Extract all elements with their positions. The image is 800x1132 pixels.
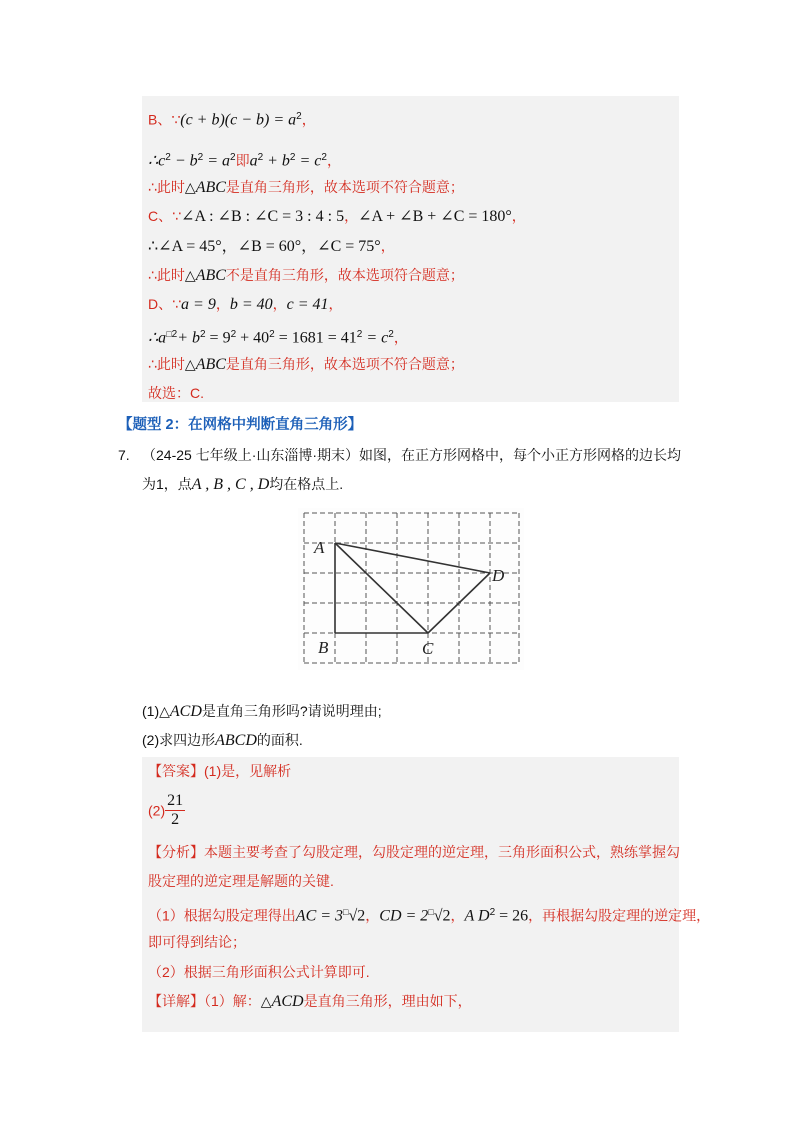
label-b: B — [318, 638, 329, 657]
option-d-line-2: $\therefore a^{□2}+ b^2 = 9^2 + 40^2 = 1681 = 41^2 = c^2$， — [148, 329, 408, 347]
label-c: C — [422, 639, 434, 658]
answer-line-2: (2) $\frac{21}{2}$ — [148, 792, 184, 828]
solution-block-2 — [142, 757, 679, 1032]
option-c-line-2: ∴∠A = 45°，∠B = 60°，∠C = 75°， — [148, 238, 395, 255]
question-line-1: （24-25 七年级上·山东淄博·期末）如图，在正方形网格中，每个小正方形网格的边长均 — [142, 447, 682, 463]
label-d: D — [492, 566, 505, 585]
analysis-step-2: （2）根据三角形面积公式计算即可. — [148, 964, 370, 980]
analysis-step-1: （1）根据勾股定理得出AC = 3□√2，CD = 2□√2，A $D^2 = 26$，再根据勾股定理的逆定理， — [148, 907, 711, 925]
question-number: 7. — [118, 447, 130, 463]
label-a: A — [314, 538, 325, 557]
answer-line-1: 【答案】(1)是，见解析 — [148, 763, 292, 779]
sub-question-2: (2)求四边形ABCD的面积. — [142, 732, 303, 749]
final-answer-line: 故选：C. — [148, 385, 204, 401]
question-line-2: 为1，点A , B , C , D均在格点上. — [142, 476, 344, 493]
detail-line: 【详解】（1）解：△ACD是直角三角形，理由如下， — [148, 993, 472, 1010]
fraction-21-2: $\frac{21}{2}$ — [167, 792, 184, 828]
option-d-line-1: D、∵a = 9，b = 40，c = 41， — [148, 296, 343, 313]
option-b-line-1: B、∵(c + $b)(c - b) = a^2$， — [148, 111, 316, 129]
option-c-line-1: C、∵∠A : ∠B : ∠C = 3 : 4 : 5，∠A + ∠B + ∠C = 180°， — [148, 208, 526, 225]
option-c-line-3: ∴此时△ABC不是直角三角形，故本选项符合题意； — [148, 267, 464, 284]
option-b-line-3: ∴此时△ABC是直角三角形，故本选项不符合题意； — [148, 179, 464, 196]
option-b-line-2: $\therefore c^2 - b^2 = a^2$即$a^2 + b^2 = c^2$， — [148, 152, 341, 170]
sub-question-1: (1)△ACD是直角三角形吗?请说明理由; — [142, 703, 382, 720]
analysis-line-1: 【分析】本题主要考查了勾股定理，勾股定理的逆定理，三角形面积公式，熟练掌握勾 — [148, 844, 680, 860]
option-d-line-3: ∴此时△ABC是直角三角形，故本选项不符合题意； — [148, 356, 464, 373]
section-heading: 【题型 2：在网格中判断直角三角形】 — [118, 417, 363, 433]
analysis-step-1-cont: 即可得到结论； — [148, 934, 246, 950]
analysis-line-2: 股定理的逆定理是解题的关键. — [148, 873, 334, 889]
grid-figure — [298, 508, 524, 670]
